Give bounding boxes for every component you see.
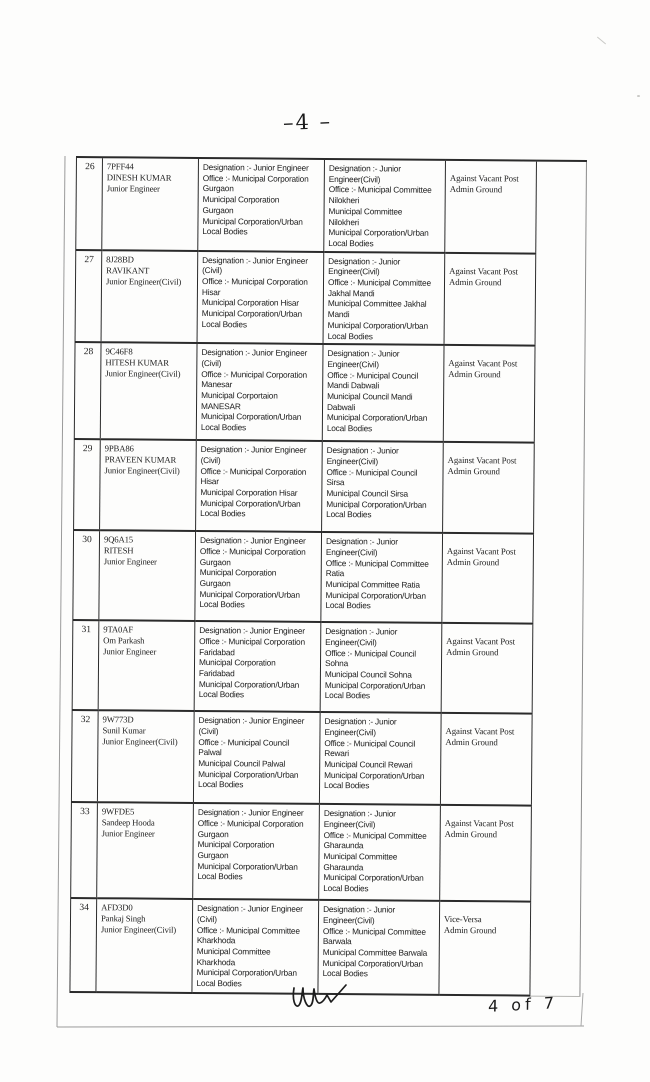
to-posting-cell: Designation :- Junior Engineer(Civil) Office :- Municipal Committee Nilokheri Municipal Committee Nilokheri Municipal Corporation/Urban Local Bodies xyxy=(324,159,446,253)
employee-cell: 9PBA86 PRAVEEN KUMAR Junior Engineer(Civil) xyxy=(100,439,197,531)
from-posting-cell: Designation :- Junior Engineer Office :- Municipal Corporation Faridabad Municipal Corporation Faridabad Municipal Corporation/Urban Local Bodies xyxy=(194,621,321,712)
ground-cell: Vice-Versa Admin Ground xyxy=(439,901,531,996)
employee-cell: 9W773D Sunil Kumar Junior Engineer(Civil) xyxy=(97,710,194,803)
to-posting-cell: Designation :- Junior Engineer(Civil) Office :- Municipal Committee Gharaunda Municipal Committee Gharaunda Municipal Corporation/Urban Local Bodies xyxy=(319,804,441,901)
from-posting-cell: Designation :- Junior Engineer Office :- Municipal Corporation Gurgaon Municipal Corporation Gurgaon Municipal Corporation/Urban Local Bodies xyxy=(195,531,322,622)
to-posting-cell: Designation :- Junior Engineer(Civil) Office :- Municipal Council Sohna Municipal Council Sohna Municipal Corporation/Urban Local Bodies xyxy=(320,622,442,713)
to-posting-cell: Designation :- Junior Engineer(Civil) Office :- Municipal Council Mandi Dabwali Municipal Council Mandi Dabwali Municipal Corporation/Urban Local Bodies xyxy=(322,344,444,442)
employee-cell: 8J28BD RAVIKANT Junior Engineer(Civil) xyxy=(101,250,198,343)
from-posting-cell: Designation :- Junior Engineer Office :- Municipal Corporation Gurgaon Municipal Corporation Gurgaon Municipal Corporation/Urban Local Bodies xyxy=(193,803,320,900)
to-posting-cell: Designation :- Junior Engineer(Civil) Office :- Municipal Council Rewari Municipal Council Rewari Municipal Corporation/Urban Local Bodies xyxy=(319,712,441,805)
serial-number-cell: 32 xyxy=(71,710,98,802)
table-row xyxy=(76,157,587,254)
employee-cell: 9Q6A15 RITESH Junior Engineer xyxy=(99,530,196,621)
ground-cell: Against Vacant Post Admin Ground xyxy=(444,253,536,346)
table-row xyxy=(71,802,582,902)
serial-number-cell: 26 xyxy=(76,157,103,250)
ground-cell: Against Vacant Post Admin Ground xyxy=(443,345,535,443)
employee-cell: 7PFF44 DINESH KUMAR Junior Engineer xyxy=(102,157,199,250)
ground-cell: Against Vacant Post Admin Ground xyxy=(441,623,533,714)
ground-cell: Against Vacant Post Admin Ground xyxy=(445,160,537,253)
signature-mark xyxy=(288,978,352,1014)
serial-number-cell: 29 xyxy=(74,439,101,530)
handwritten-page-count: 4 of 7 xyxy=(487,993,559,1016)
transfer-table xyxy=(69,156,587,997)
serial-number-cell: 34 xyxy=(70,898,97,992)
table-row xyxy=(71,710,582,806)
from-posting-cell: Designation :- Junior Engineer (Civil) Office :- Municipal Council Palwal Municipal Council Palwal Municipal Corporation/Urban Local Bodies xyxy=(193,711,320,804)
to-posting-cell: Designation :- Junior Engineer(Civil) Office :- Municipal Committee Ratia Municipal Committee Ratia Municipal Corporation/Urban Local Bodies xyxy=(321,532,443,623)
scan-speck xyxy=(637,95,640,97)
employee-cell: 9TA0AF Om Parkash Junior Engineer xyxy=(98,620,195,711)
ground-cell: Against Vacant Post Admin Ground xyxy=(443,442,535,534)
ground-cell: Against Vacant Post Admin Ground xyxy=(440,713,532,806)
serial-number-cell: 30 xyxy=(73,530,100,620)
table-row xyxy=(75,250,586,347)
to-posting-cell: Designation :- Junior Engineer(Civil) Office :- Municipal Council Sirsa Municipal Council Sirsa Municipal Corporation/Urban Local Bodies xyxy=(322,441,444,533)
empty-margin-column xyxy=(530,161,587,997)
ground-cell: Against Vacant Post Admin Ground xyxy=(440,805,532,902)
serial-number-cell: 27 xyxy=(75,250,102,343)
employee-cell: AFD3D0 Pankaj Singh Junior Engineer(Civil) xyxy=(96,898,193,993)
ground-cell: Against Vacant Post Admin Ground xyxy=(442,533,534,624)
from-posting-cell: Designation :- Junior Engineer (Civil) Office :- Municipal Corporation Hisar Municipal Corporation Hisar Municipal Corporation/Urban Local Bodies xyxy=(197,251,324,345)
from-posting-cell: Designation :- Junior Engineer (Civil) Office :- Municipal Committee Kharkhoda Municipal Committee Kharkhoda Municipal Corporation/Urban Local Bodies xyxy=(192,899,319,994)
handwritten-page-number: –4 – xyxy=(282,109,333,135)
employee-cell: 9WFDE5 Sandeep Hooda Junior Engineer xyxy=(97,802,194,899)
to-posting-cell: Designation :- Junior Engineer(Civil) Office :- Municipal Committee Jakhal Mandi Municipal Committee Jakhal Mandi Municipal Corporation/Urban Local Bodies xyxy=(323,252,445,346)
serial-number-cell: 31 xyxy=(72,620,99,710)
to-posting-cell: Designation :- Junior Engineer(Civil) Office :- Municipal Committee Barwala Municipal Committee Barwala Municipal Corporation/Urban Local Bodies xyxy=(318,900,440,995)
serial-number-cell: 28 xyxy=(74,342,101,439)
serial-number-cell: 33 xyxy=(71,802,98,898)
table-row xyxy=(73,530,584,624)
table-row xyxy=(74,439,585,534)
from-posting-cell: Designation :- Junior Engineer Office :- Municipal Corporation Gurgaon Municipal Corporation Gurgaon Municipal Corporation/Urban Local Bodies xyxy=(198,158,325,252)
from-posting-cell: Designation :- Junior Engineer (Civil) Office :- Municipal Corporation Hisar Municipal Corporation Hisar Municipal Corporation/Urban Local Bodies xyxy=(196,440,323,532)
scan-speck xyxy=(597,37,606,45)
table-row xyxy=(72,620,583,714)
employee-cell: 9C46F8 HITESH KUMAR Junior Engineer(Civil) xyxy=(100,342,197,440)
table-row xyxy=(74,342,585,443)
from-posting-cell: Designation :- Junior Engineer (Civil) Office :- Municipal Corporation Manesar Municipal Corportaion MANESAR Municipal Corporation/Urban Local Bodies xyxy=(196,343,323,441)
